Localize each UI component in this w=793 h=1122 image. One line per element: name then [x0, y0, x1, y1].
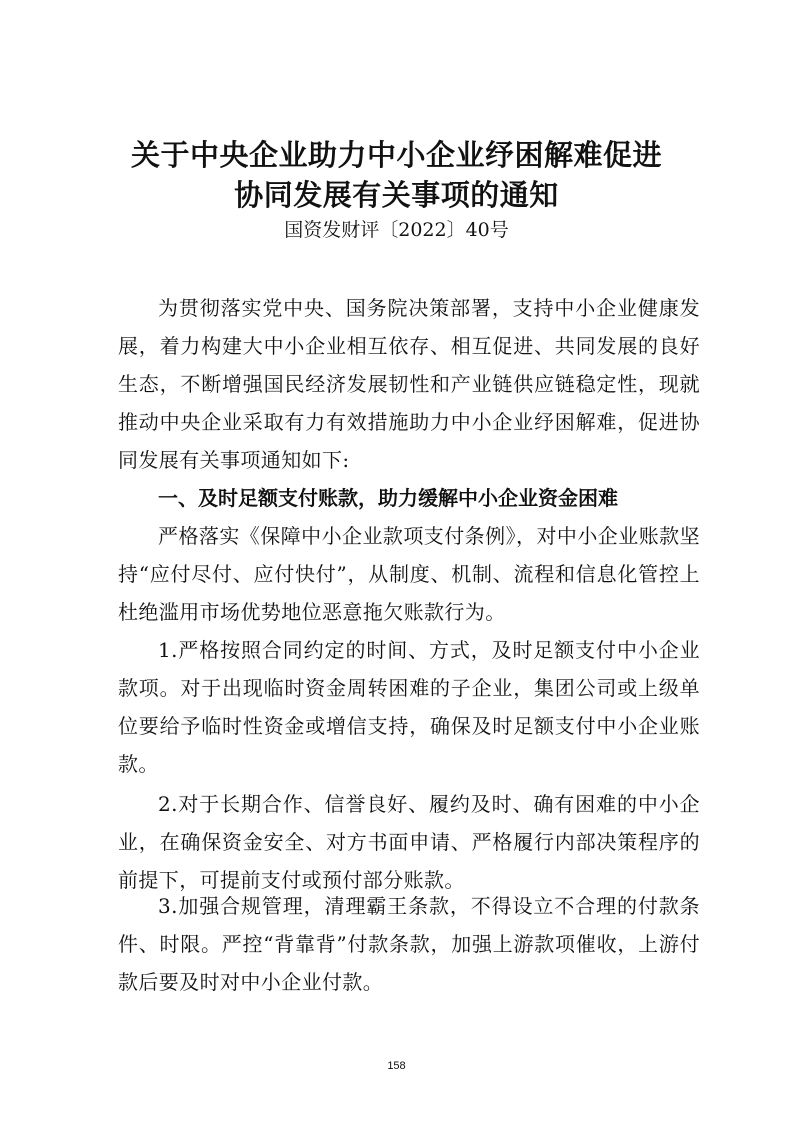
document-title-line2: 协同发展有关事项的通知 — [234, 178, 559, 212]
section-summary-paragraph: 严格落实《保障中小企业款项支付条例》，对中小企业账款坚持“应付尽付、应付快付”，从制度、机制、流程和信息化管控上杜绝滥用市场优势地位恶意拖欠账款行为。 — [118, 524, 700, 624]
document-title-line1: 关于中央企业助力中小企业纾困解难促进 — [130, 138, 662, 172]
page-number: 158 — [387, 1060, 406, 1072]
document-number: 国资发财评〔2022〕40号 — [284, 219, 509, 241]
section-item-3: 3.加强合规管理，清理霸王条款，不得设立不合理的付款条件、时限。严控“背靠背”付款条款，加强上游款项催收，上游付款后要及时对中小企业付款。 — [118, 894, 700, 994]
section-item-2: 2.对于长期合作、信誉良好、履约及时、确有困难的中小企业，在确保资金安全、对方书面申请、严格履行内部决策程序的前提下，可提前支付或预付部分账款。 — [118, 792, 700, 892]
section-heading-1: 一、及时足额支付账款，助力缓解中小企业资金困难 — [158, 486, 618, 510]
section-item-1: 1.严格按照合同约定的时间、方式，及时足额支付中小企业款项。对于出现临时资金周转困难的子企业，集团公司或上级单位要给予临时性资金或增信支持，确保及时足额支付中小企业账款。 — [118, 638, 700, 776]
intro-paragraph: 为贯彻落实党中央、国务院决策部署，支持中小企业健康发展，着力构建大中小企业相互依存、相互促进、共同发展的良好生态，不断增强国民经济发展韧性和产业链供应链稳定性，现就推动中央企业采取有力有效措施助力中小企业纾困解难，促进协同发展有关事项通知如下: — [118, 296, 700, 472]
